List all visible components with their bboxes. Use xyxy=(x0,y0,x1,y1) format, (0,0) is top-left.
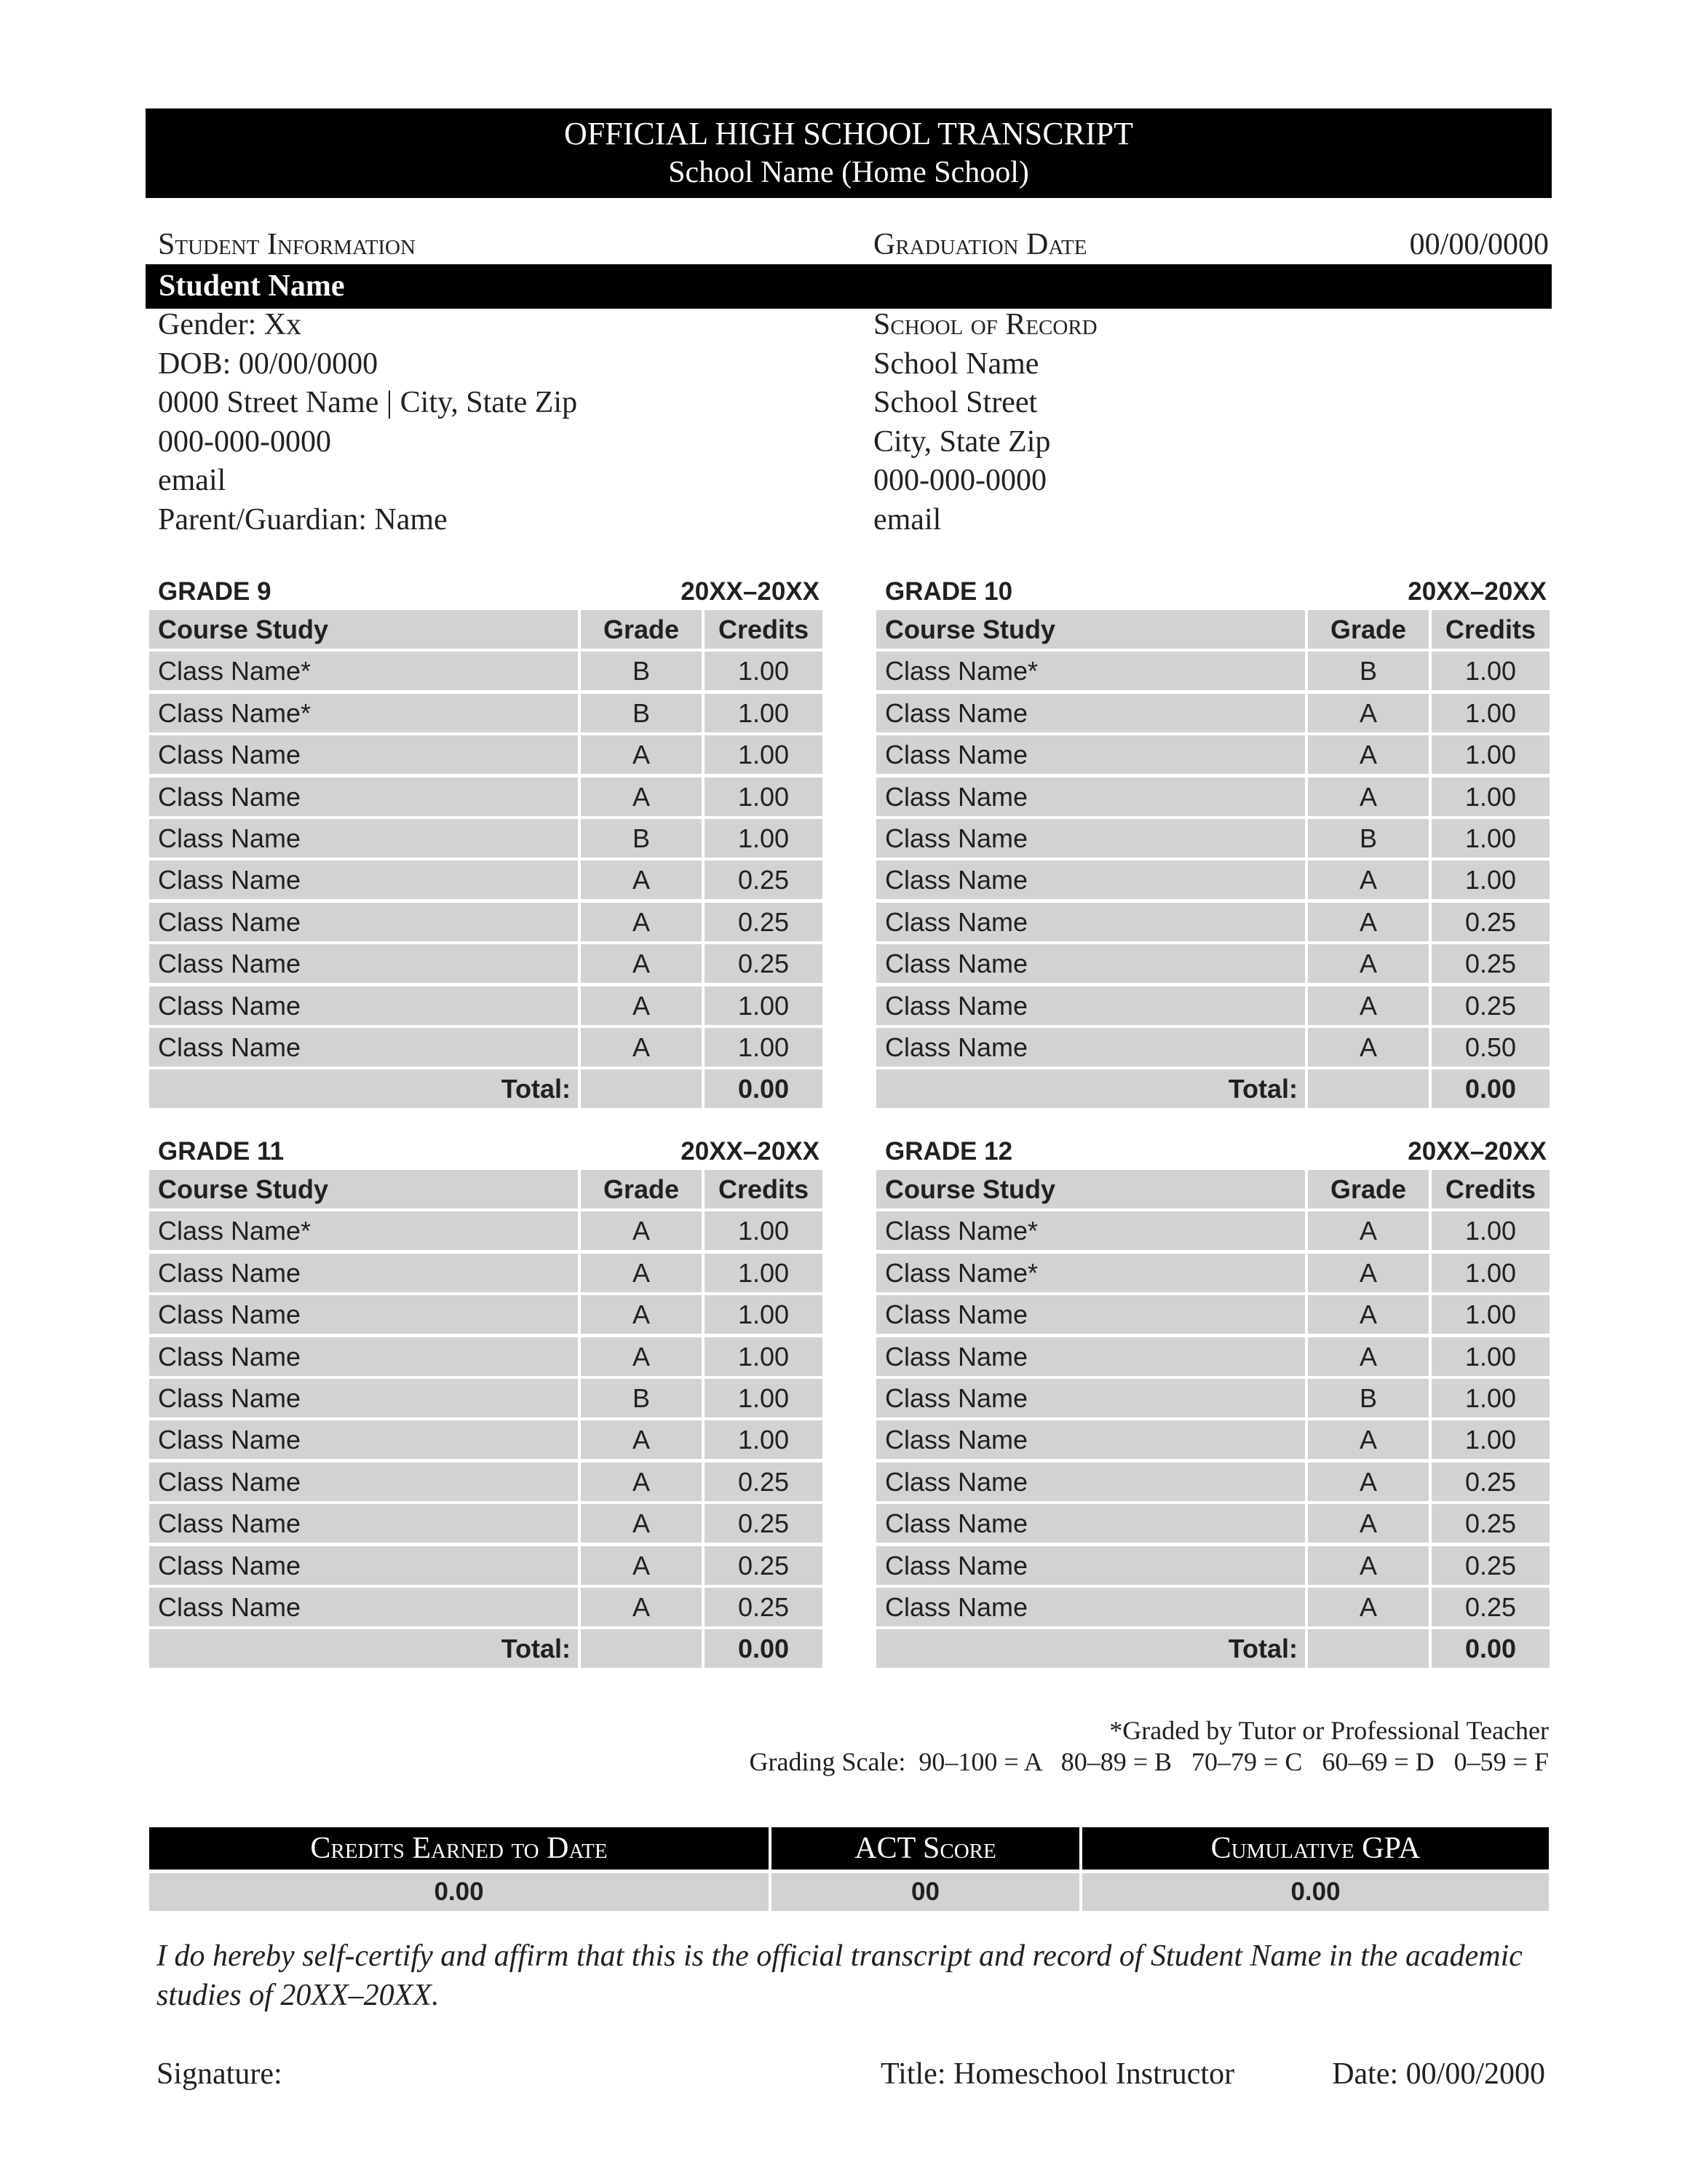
column-header-course: Course Study xyxy=(149,610,578,649)
credits-earned-label: Credits Earned to Date xyxy=(149,1827,769,1870)
table-row xyxy=(149,1028,822,1067)
cumulative-gpa-value: 0.00 xyxy=(1082,1873,1549,1911)
total-row xyxy=(149,1069,822,1108)
course-name: Class Name xyxy=(876,1420,1305,1459)
course-name: Class Name xyxy=(876,1546,1305,1585)
column-header-grade: Grade xyxy=(581,610,702,649)
table-row xyxy=(876,819,1550,858)
table-row xyxy=(876,1295,1550,1334)
grading-scale: Grading Scale: 90–100 = A 80–89 = B 70–79 = C 60–69 = D 0–59 = F xyxy=(749,1747,1549,1776)
course-credits: 1.00 xyxy=(705,1295,822,1334)
course-name: Class Name* xyxy=(149,652,578,690)
course-name: Class Name xyxy=(149,778,578,816)
grade-table xyxy=(876,574,1550,1112)
course-credits: 1.00 xyxy=(705,1254,822,1292)
course-grade: B xyxy=(581,819,702,858)
table-header-row xyxy=(149,610,822,649)
grade-table xyxy=(149,574,822,1112)
course-grade: B xyxy=(1308,652,1429,690)
course-grade: A xyxy=(581,1504,702,1543)
table-row xyxy=(876,1504,1550,1543)
graduation-date-value: 00/00/0000 xyxy=(1409,228,1549,261)
course-credits: 0.25 xyxy=(705,944,822,983)
course-credits: 1.00 xyxy=(705,1420,822,1459)
course-name: Class Name xyxy=(149,819,578,858)
course-credits: 0.25 xyxy=(1432,903,1550,941)
course-grade: B xyxy=(581,694,702,732)
course-credits: 1.00 xyxy=(1432,1420,1550,1459)
course-name: Class Name xyxy=(876,1028,1305,1067)
table-row xyxy=(149,903,822,941)
course-name: Class Name xyxy=(876,1588,1305,1626)
course-credits: 1.00 xyxy=(1432,1337,1550,1376)
table-row xyxy=(876,1463,1550,1501)
course-credits: 1.00 xyxy=(1432,694,1550,732)
student-detail-line: 000-000-0000 xyxy=(158,424,331,459)
course-name: Class Name xyxy=(876,860,1305,899)
student-info-heading: Student Information xyxy=(158,228,416,261)
school-detail-line: School Name xyxy=(873,347,1039,381)
course-name: Class Name* xyxy=(876,1254,1305,1292)
table-row xyxy=(149,986,822,1025)
course-name: Class Name xyxy=(876,694,1305,732)
table-row xyxy=(149,1504,822,1543)
course-grade: B xyxy=(581,1379,702,1417)
course-grade: A xyxy=(1308,860,1429,899)
table-row xyxy=(149,778,822,816)
table-row xyxy=(876,944,1550,983)
table-row xyxy=(149,1337,822,1376)
student-detail-line: DOB: 00/00/0000 xyxy=(158,347,378,381)
column-header-credits: Credits xyxy=(1432,1170,1550,1208)
table-row xyxy=(876,735,1550,774)
course-name: Class Name xyxy=(149,1337,578,1376)
course-credits: 0.50 xyxy=(1432,1028,1550,1067)
certification-statement: I do hereby self-certify and affirm that this is the official transcript and record of Student Name in the academic studies of 20XX–20XX. xyxy=(156,1939,1523,2012)
course-name: Class Name xyxy=(149,1463,578,1501)
course-grade: A xyxy=(1308,694,1429,732)
table-row xyxy=(149,694,822,732)
signature-label: Signature: xyxy=(156,2057,282,2091)
total-grade-blank xyxy=(581,1069,702,1108)
school-detail-line: City, State Zip xyxy=(873,424,1051,459)
course-credits: 0.25 xyxy=(1432,986,1550,1025)
course-grade: A xyxy=(581,1463,702,1501)
table-header-row xyxy=(876,1170,1550,1208)
student-detail-line: Parent/Guardian: Name xyxy=(158,502,448,537)
act-score-value: 00 xyxy=(771,1873,1079,1911)
table-row xyxy=(149,1463,822,1501)
course-name: Class Name xyxy=(149,1588,578,1626)
column-header-course: Course Study xyxy=(876,610,1305,649)
school-detail-line: School Street xyxy=(873,386,1038,419)
table-row xyxy=(149,1211,822,1250)
course-grade: A xyxy=(581,1420,702,1459)
course-grade: A xyxy=(1308,1254,1429,1292)
cumulative-gpa-label: Cumulative GPA xyxy=(1082,1827,1549,1870)
course-name: Class Name xyxy=(876,944,1305,983)
course-name: Class Name xyxy=(876,778,1305,816)
course-credits: 1.00 xyxy=(1432,1254,1550,1292)
course-name: Class Name xyxy=(149,860,578,899)
column-header-course: Course Study xyxy=(876,1170,1305,1208)
table-row xyxy=(876,1588,1550,1626)
course-grade: A xyxy=(581,944,702,983)
course-grade: A xyxy=(581,860,702,899)
table-row xyxy=(876,903,1550,941)
course-name: Class Name xyxy=(876,903,1305,941)
course-grade: A xyxy=(581,1028,702,1067)
course-credits: 0.25 xyxy=(705,860,822,899)
grade-level: GRADE 12 xyxy=(885,1137,1013,1166)
act-score-label: ACT Score xyxy=(771,1827,1079,1870)
summary-table xyxy=(149,1827,1549,1911)
table-row xyxy=(149,1379,822,1417)
table-row xyxy=(876,652,1550,690)
column-header-credits: Credits xyxy=(705,1170,822,1208)
course-grade: A xyxy=(581,1211,702,1250)
document-title: OFFICIAL HIGH SCHOOL TRANSCRIPT xyxy=(564,116,1133,151)
course-grade: A xyxy=(581,735,702,774)
course-credits: 0.25 xyxy=(1432,1463,1550,1501)
grade-level: GRADE 10 xyxy=(885,577,1013,606)
course-grade: A xyxy=(1308,1588,1429,1626)
school-detail-line: 000-000-0000 xyxy=(873,464,1047,497)
course-grade: A xyxy=(581,1337,702,1376)
table-row xyxy=(876,694,1550,732)
total-row xyxy=(149,1629,822,1668)
column-header-grade: Grade xyxy=(1308,1170,1429,1208)
table-row xyxy=(876,1028,1550,1067)
course-grade: A xyxy=(1308,1420,1429,1459)
table-header-row xyxy=(149,1170,822,1208)
total-grade-blank xyxy=(1308,1629,1429,1668)
grade-level: GRADE 9 xyxy=(158,577,271,606)
course-credits: 1.00 xyxy=(1432,652,1550,690)
course-credits: 0.25 xyxy=(705,1504,822,1543)
course-credits: 1.00 xyxy=(1432,778,1550,816)
course-name: Class Name* xyxy=(876,652,1305,690)
course-grade: A xyxy=(1308,944,1429,983)
school-name-subtitle: School Name (Home School) xyxy=(668,156,1029,189)
course-credits: 1.00 xyxy=(1432,1211,1550,1250)
course-grade: B xyxy=(1308,1379,1429,1417)
course-grade: A xyxy=(581,1546,702,1585)
course-name: Class Name xyxy=(876,819,1305,858)
course-credits: 1.00 xyxy=(705,1028,822,1067)
grade-table-title xyxy=(876,574,1550,610)
table-row xyxy=(876,860,1550,899)
school-detail-line: email xyxy=(873,502,942,537)
total-row xyxy=(876,1629,1550,1668)
course-credits: 0.25 xyxy=(705,1588,822,1626)
table-row xyxy=(876,1337,1550,1376)
student-name: Student Name xyxy=(159,269,345,303)
course-grade: A xyxy=(1308,1546,1429,1585)
transcript-header xyxy=(146,108,1552,198)
table-row xyxy=(149,1588,822,1626)
table-row xyxy=(149,819,822,858)
course-name: Class Name xyxy=(149,1295,578,1334)
course-credits: 1.00 xyxy=(705,986,822,1025)
school-of-record-heading: School of Record xyxy=(873,308,1098,341)
course-credits: 0.25 xyxy=(1432,944,1550,983)
column-header-grade: Grade xyxy=(581,1170,702,1208)
table-row xyxy=(876,1546,1550,1585)
student-detail-line: Gender: Xx xyxy=(158,308,302,341)
column-header-grade: Grade xyxy=(1308,610,1429,649)
table-row xyxy=(876,1211,1550,1250)
student-detail-line: 0000 Street Name | City, State Zip xyxy=(158,386,578,419)
course-credits: 1.00 xyxy=(1432,1295,1550,1334)
student-detail-line: email xyxy=(158,464,226,497)
course-grade: A xyxy=(1308,1028,1429,1067)
total-label: Total: xyxy=(149,1069,578,1108)
course-name: Class Name xyxy=(149,1379,578,1417)
table-row xyxy=(149,1546,822,1585)
course-credits: 1.00 xyxy=(705,819,822,858)
grade-table-title xyxy=(876,1133,1550,1170)
course-name: Class Name xyxy=(876,1337,1305,1376)
table-row xyxy=(149,944,822,983)
total-row xyxy=(876,1069,1550,1108)
course-grade: B xyxy=(581,652,702,690)
course-name: Class Name xyxy=(149,1028,578,1067)
course-credits: 0.25 xyxy=(1432,1588,1550,1626)
table-header-row xyxy=(876,610,1550,649)
grade-level: GRADE 11 xyxy=(158,1137,285,1166)
course-credits: 1.00 xyxy=(1432,819,1550,858)
course-name: Class Name xyxy=(149,903,578,941)
table-row xyxy=(149,652,822,690)
table-row xyxy=(876,1379,1550,1417)
course-credits: 1.00 xyxy=(705,1337,822,1376)
total-credits: 0.00 xyxy=(705,1069,822,1108)
table-row xyxy=(876,1254,1550,1292)
course-grade: A xyxy=(581,778,702,816)
course-credits: 1.00 xyxy=(1432,1379,1550,1417)
course-credits: 1.00 xyxy=(705,652,822,690)
course-grade: A xyxy=(1308,1463,1429,1501)
grade-table xyxy=(149,1133,822,1671)
course-grade: A xyxy=(1308,1295,1429,1334)
school-year: 20XX–20XX xyxy=(1408,1137,1547,1166)
course-credits: 1.00 xyxy=(705,735,822,774)
course-credits: 0.25 xyxy=(705,903,822,941)
table-row xyxy=(149,1420,822,1459)
grade-table-title xyxy=(149,1133,822,1170)
course-grade: A xyxy=(1308,986,1429,1025)
course-name: Class Name xyxy=(876,1504,1305,1543)
course-grade: A xyxy=(581,1588,702,1626)
total-credits: 0.00 xyxy=(1432,1629,1550,1668)
course-credits: 0.25 xyxy=(705,1546,822,1585)
course-credits: 1.00 xyxy=(705,1379,822,1417)
school-of-record xyxy=(873,306,1098,539)
course-name: Class Name xyxy=(149,1254,578,1292)
total-grade-blank xyxy=(1308,1069,1429,1108)
total-label: Total: xyxy=(149,1629,578,1668)
course-credits: 1.00 xyxy=(705,1211,822,1250)
course-grade: A xyxy=(581,986,702,1025)
course-credits: 1.00 xyxy=(705,778,822,816)
course-name: Class Name xyxy=(876,735,1305,774)
graded-by-note: *Graded by Tutor or Professional Teacher xyxy=(1109,1716,1549,1745)
course-grade: B xyxy=(1308,819,1429,858)
column-header-credits: Credits xyxy=(1432,610,1550,649)
course-name: Class Name xyxy=(876,986,1305,1025)
table-row xyxy=(876,778,1550,816)
course-name: Class Name xyxy=(876,1463,1305,1501)
course-grade: A xyxy=(1308,735,1429,774)
course-name: Class Name xyxy=(149,1546,578,1585)
course-name: Class Name xyxy=(149,1504,578,1543)
total-grade-blank xyxy=(581,1629,702,1668)
course-name: Class Name* xyxy=(149,694,578,732)
course-name: Class Name xyxy=(149,1420,578,1459)
course-grade: A xyxy=(581,903,702,941)
course-grade: A xyxy=(581,1254,702,1292)
table-row xyxy=(149,1254,822,1292)
grade-table xyxy=(876,1133,1550,1671)
course-credits: 1.00 xyxy=(1432,735,1550,774)
signer-title: Title: Homeschool Instructor xyxy=(881,2057,1235,2091)
table-row xyxy=(149,1295,822,1334)
course-grade: A xyxy=(1308,1211,1429,1250)
course-credits: 1.00 xyxy=(705,694,822,732)
column-header-course: Course Study xyxy=(149,1170,578,1208)
course-name: Class Name xyxy=(876,1295,1305,1334)
school-year: 20XX–20XX xyxy=(1408,577,1547,606)
course-name: Class Name* xyxy=(149,1211,578,1250)
course-credits: 0.25 xyxy=(705,1463,822,1501)
student-details xyxy=(158,306,577,539)
total-credits: 0.00 xyxy=(705,1629,822,1668)
total-credits: 0.00 xyxy=(1432,1069,1550,1108)
course-grade: A xyxy=(1308,778,1429,816)
course-name: Class Name xyxy=(149,986,578,1025)
table-row xyxy=(876,1420,1550,1459)
course-credits: 0.25 xyxy=(1432,1546,1550,1585)
signature-date: Date: 00/00/2000 xyxy=(1332,2057,1545,2091)
course-name: Class Name xyxy=(876,1379,1305,1417)
grade-table-title xyxy=(149,574,822,610)
course-grade: A xyxy=(1308,903,1429,941)
table-row xyxy=(149,860,822,899)
course-grade: A xyxy=(581,1295,702,1334)
course-grade: A xyxy=(1308,1504,1429,1543)
course-grade: A xyxy=(1308,1337,1429,1376)
column-header-credits: Credits xyxy=(705,610,822,649)
course-name: Class Name* xyxy=(876,1211,1305,1250)
course-name: Class Name xyxy=(149,735,578,774)
total-label: Total: xyxy=(876,1069,1305,1108)
table-row xyxy=(149,735,822,774)
student-name-bar xyxy=(146,264,1552,309)
graduation-date-label: Graduation Date xyxy=(873,228,1087,261)
table-row xyxy=(876,986,1550,1025)
course-name: Class Name xyxy=(149,944,578,983)
school-year: 20XX–20XX xyxy=(681,1137,820,1166)
credits-earned-value: 0.00 xyxy=(149,1873,769,1911)
course-credits: 0.25 xyxy=(1432,1504,1550,1543)
total-label: Total: xyxy=(876,1629,1305,1668)
course-credits: 1.00 xyxy=(1432,860,1550,899)
school-year: 20XX–20XX xyxy=(681,577,820,606)
